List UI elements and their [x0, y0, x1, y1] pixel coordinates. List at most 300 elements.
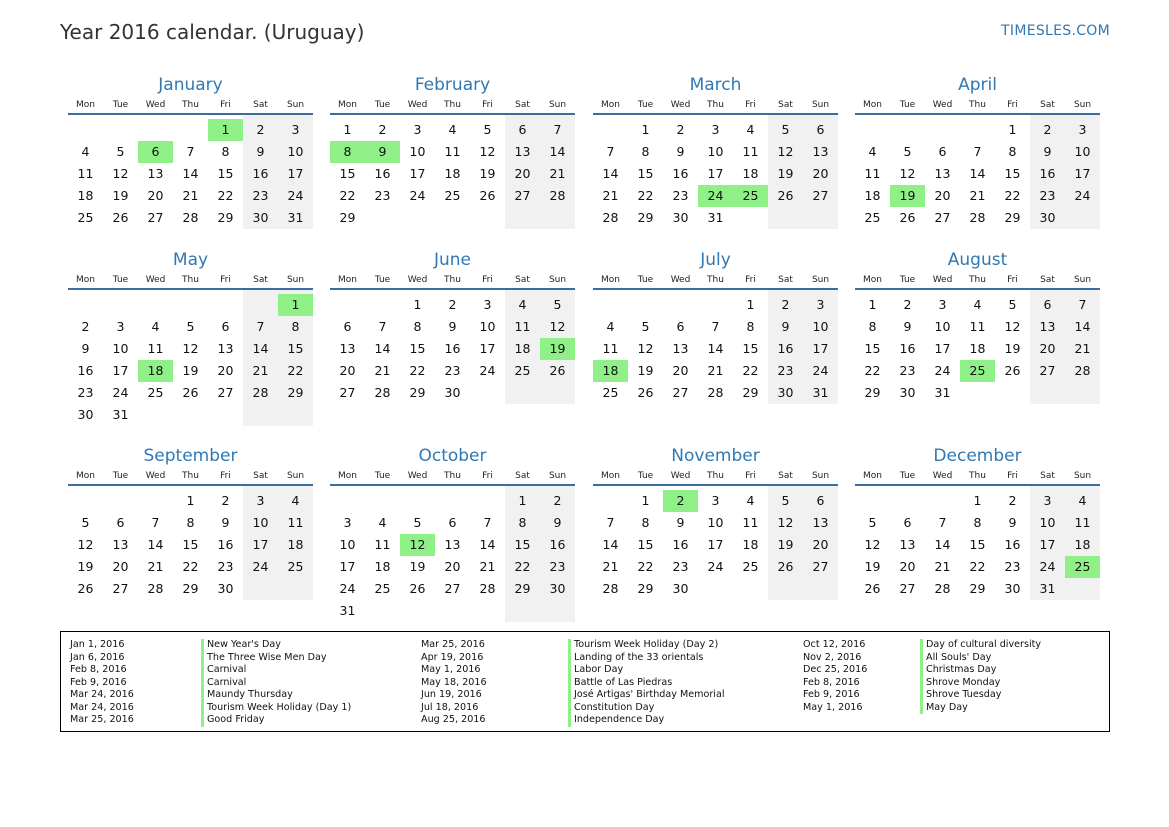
weekday-label: Mon: [601, 275, 620, 285]
day-cell: 2: [81, 319, 90, 334]
day-cell: 10: [409, 144, 426, 159]
weekday-label: Tue: [374, 471, 391, 481]
weekday-label: Mon: [601, 471, 620, 481]
day-cell: 26: [182, 385, 199, 400]
legend-date: Feb 9, 2016: [803, 689, 860, 700]
day-cell: 27: [934, 210, 951, 225]
weekday-label: Sat: [253, 275, 268, 285]
legend-date: Feb 8, 2016: [70, 664, 127, 675]
day-cell: 14: [1074, 319, 1091, 334]
day-cell: 15: [637, 166, 654, 181]
legend-date: Feb 9, 2016: [70, 676, 127, 688]
legend-names-column: [201, 639, 351, 727]
day-cell: 5: [641, 319, 650, 334]
day-cell: 15: [514, 537, 531, 552]
day-cell: 19: [777, 166, 794, 181]
day-cell: 3: [483, 297, 492, 312]
day-cell: 3: [938, 297, 947, 312]
day-cell: 22: [742, 363, 759, 378]
weekday-label: Mon: [338, 100, 357, 110]
day-cell: 26: [777, 559, 794, 574]
day-cell: 18: [864, 188, 881, 203]
day-cell: 9: [903, 319, 912, 334]
day-cell: 2: [553, 493, 562, 508]
weekday-label: Fri: [482, 275, 493, 285]
weekday-label: Thu: [969, 100, 986, 110]
day-cell: 25: [864, 210, 881, 225]
day-cell: 5: [781, 122, 790, 137]
day-cell: 18: [287, 537, 304, 552]
day-cell: 22: [1004, 188, 1021, 203]
day-cell: 30: [1039, 210, 1056, 225]
day-cell: 31: [112, 407, 129, 422]
day-cell: 9: [781, 319, 790, 334]
weekday-label: Sun: [811, 471, 830, 481]
weekday-label: Sat: [515, 471, 530, 481]
day-cell: 14: [252, 341, 269, 356]
day-cell: 9: [553, 515, 562, 530]
legend-names-column: [568, 639, 725, 727]
month-name: May: [172, 250, 209, 270]
weekday-label: Fri: [745, 100, 756, 110]
legend-holiday-name: Good Friday: [201, 714, 351, 727]
day-cell: 21: [934, 559, 951, 574]
day-cell: 4: [151, 319, 160, 334]
day-cell: 7: [1078, 297, 1087, 312]
day-cell: 12: [182, 341, 199, 356]
day-cell: 21: [182, 188, 199, 203]
weekday-label: Tue: [374, 100, 391, 110]
day-cell: 9: [1043, 144, 1052, 159]
day-cell: 21: [602, 559, 619, 574]
weekday-label: Mon: [863, 471, 882, 481]
day-cell: 23: [444, 363, 461, 378]
day-cell: 19: [479, 166, 496, 181]
day-cell: 4: [973, 297, 982, 312]
month-name: October: [418, 446, 487, 466]
weekday-label: Wed: [407, 100, 428, 110]
day-cell: 4: [868, 144, 877, 159]
day-cell: 11: [147, 341, 164, 356]
day-cell: 2: [448, 297, 457, 312]
day-cell: 29: [217, 210, 234, 225]
day-cell: 15: [287, 341, 304, 356]
legend-holiday-name: All Souls' Day: [920, 652, 1041, 665]
day-cell: 4: [746, 122, 755, 137]
day-cell: 13: [217, 341, 234, 356]
day-cell: 3: [1078, 122, 1087, 137]
weekday-label: Sat: [778, 275, 793, 285]
weekday-label: Sun: [1073, 275, 1092, 285]
legend-date: Mar 24, 2016: [70, 701, 134, 713]
day-cell: 9: [256, 144, 265, 159]
day-cell: 6: [221, 319, 230, 334]
day-cell: 14: [602, 166, 619, 181]
day-cell: 6: [1043, 297, 1052, 312]
day-cell: 28: [969, 210, 986, 225]
day-cell: 30: [77, 407, 94, 422]
day-cell: 24: [479, 363, 496, 378]
weekday-label: Tue: [899, 275, 916, 285]
day-cell: 26: [777, 188, 794, 203]
day-cell: 17: [479, 341, 496, 356]
legend-holiday-name: Constitution Day: [568, 702, 725, 715]
day-cell: 17: [112, 363, 129, 378]
day-cell: 14: [707, 341, 724, 356]
legend-date: Jun 19, 2016: [421, 689, 482, 700]
day-cell: 3: [711, 122, 720, 137]
day-cell: 18: [444, 166, 461, 181]
day-cell: 27: [899, 581, 916, 596]
day-cell: 2: [1043, 122, 1052, 137]
day-cell: 17: [1074, 166, 1091, 181]
day-cell: 21: [549, 166, 566, 181]
day-cell: 13: [1039, 319, 1056, 334]
day-cell: 16: [444, 341, 461, 356]
day-cell: 30: [777, 385, 794, 400]
month-name: November: [671, 446, 760, 466]
day-cell: 29: [514, 581, 531, 596]
day-cell: 1: [518, 493, 527, 508]
weekday-label: Fri: [1007, 100, 1018, 110]
day-cell: 6: [116, 515, 125, 530]
day-cell: 16: [899, 341, 916, 356]
day-cell: 21: [479, 559, 496, 574]
day-cell: 13: [812, 515, 829, 530]
day-cell: 27: [112, 581, 129, 596]
legend-date: Aug 25, 2016: [421, 714, 486, 725]
day-cell: 7: [186, 144, 195, 159]
day-cell: 22: [409, 363, 426, 378]
day-cell: 13: [899, 537, 916, 552]
day-cell: 3: [343, 515, 352, 530]
legend-holiday-name: Shrove Monday: [920, 677, 1041, 690]
day-cell: 28: [147, 581, 164, 596]
day-cell: 25: [287, 559, 304, 574]
holiday-day-cell: 8: [330, 141, 365, 163]
day-cell: 22: [514, 559, 531, 574]
weekday-label: Fri: [220, 471, 231, 481]
day-cell: 8: [413, 319, 422, 334]
day-cell: 8: [868, 319, 877, 334]
day-cell: 26: [549, 363, 566, 378]
day-cell: 28: [549, 188, 566, 203]
day-cell: 22: [339, 188, 356, 203]
day-cell: 3: [816, 297, 825, 312]
day-cell: 27: [1039, 363, 1056, 378]
day-cell: 1: [186, 493, 195, 508]
day-cell: 26: [637, 385, 654, 400]
day-cell: 5: [553, 297, 562, 312]
day-cell: 17: [707, 166, 724, 181]
legend-date: Mar 25, 2016: [70, 714, 134, 725]
day-cell: 23: [672, 559, 689, 574]
day-cell: 19: [77, 559, 94, 574]
day-cell: 11: [77, 166, 94, 181]
day-cell: 10: [1074, 144, 1091, 159]
month-name: August: [947, 250, 1008, 270]
day-cell: 5: [903, 144, 912, 159]
day-cell: 19: [637, 363, 654, 378]
day-cell: 19: [182, 363, 199, 378]
weekday-label: Wed: [407, 471, 428, 481]
day-cell: 17: [812, 341, 829, 356]
day-cell: 27: [812, 559, 829, 574]
day-cell: 15: [864, 341, 881, 356]
legend-date: May 18, 2016: [421, 676, 487, 688]
day-cell: 13: [514, 144, 531, 159]
day-cell: 5: [781, 493, 790, 508]
day-cell: 14: [934, 537, 951, 552]
day-cell: 11: [864, 166, 881, 181]
day-cell: 26: [1004, 363, 1021, 378]
day-cell: 28: [602, 581, 619, 596]
day-cell: 9: [81, 341, 90, 356]
weekday-label: Wed: [932, 100, 953, 110]
day-cell: 1: [746, 297, 755, 312]
day-cell: 11: [514, 319, 531, 334]
day-cell: 5: [116, 144, 125, 159]
day-cell: 10: [812, 319, 829, 334]
legend-date: Apr 19, 2016: [421, 651, 484, 663]
day-cell: 8: [746, 319, 755, 334]
legend-date: May 1, 2016: [421, 664, 481, 675]
day-cell: 7: [606, 144, 615, 159]
weekday-label: Mon: [76, 471, 95, 481]
legend-date: Oct 12, 2016: [803, 639, 866, 650]
legend-date: Nov 2, 2016: [803, 651, 862, 663]
day-cell: 9: [1008, 515, 1017, 530]
day-cell: 22: [287, 363, 304, 378]
day-cell: 13: [112, 537, 129, 552]
day-cell: 24: [409, 188, 426, 203]
day-cell: 13: [339, 341, 356, 356]
day-cell: 18: [742, 166, 759, 181]
day-cell: 3: [291, 122, 300, 137]
day-cell: 30: [444, 385, 461, 400]
day-cell: 11: [374, 537, 391, 552]
day-cell: 24: [339, 581, 356, 596]
month-name: April: [958, 75, 997, 95]
weekday-label: Sun: [1073, 100, 1092, 110]
day-cell: 4: [291, 493, 300, 508]
day-cell: 24: [934, 363, 951, 378]
day-cell: 24: [287, 188, 304, 203]
day-cell: 30: [549, 581, 566, 596]
day-cell: 13: [147, 166, 164, 181]
legend-holiday-name: Shrove Tuesday: [920, 689, 1041, 702]
legend-holiday-name: José Artigas' Birthday Memorial: [568, 689, 725, 702]
weekday-label: Sun: [286, 471, 305, 481]
day-cell: 6: [938, 144, 947, 159]
day-cell: 7: [938, 515, 947, 530]
holiday-day-cell: 25: [960, 360, 995, 382]
day-cell: 24: [112, 385, 129, 400]
weekday-label: Mon: [863, 275, 882, 285]
day-cell: 5: [868, 515, 877, 530]
day-cell: 17: [339, 559, 356, 574]
day-cell: 21: [602, 188, 619, 203]
weekday-label: Tue: [374, 275, 391, 285]
day-cell: 30: [672, 581, 689, 596]
day-cell: 14: [602, 537, 619, 552]
day-cell: 26: [864, 581, 881, 596]
day-cell: 23: [1004, 559, 1021, 574]
weekday-label: Mon: [338, 275, 357, 285]
weekday-label: Thu: [707, 100, 724, 110]
weekday-label: Fri: [745, 471, 756, 481]
day-cell: 15: [1004, 166, 1021, 181]
day-cell: 28: [934, 581, 951, 596]
weekday-label: Wed: [145, 100, 166, 110]
day-cell: 4: [448, 122, 457, 137]
legend-date: Mar 25, 2016: [421, 639, 485, 650]
weekday-label: Tue: [899, 471, 916, 481]
day-cell: 18: [374, 559, 391, 574]
day-cell: 19: [777, 537, 794, 552]
day-cell: 28: [602, 210, 619, 225]
legend-dates-column: [803, 639, 867, 714]
day-cell: 13: [934, 166, 951, 181]
day-cell: 22: [217, 188, 234, 203]
day-cell: 7: [256, 319, 265, 334]
brand-link[interactable]: TIMESLES.COM: [1001, 23, 1110, 39]
day-cell: 30: [672, 210, 689, 225]
day-cell: 12: [549, 319, 566, 334]
day-cell: 19: [1004, 341, 1021, 356]
day-cell: 17: [252, 537, 269, 552]
day-cell: 14: [374, 341, 391, 356]
legend-holiday-name: Tourism Week Holiday (Day 1): [201, 702, 351, 715]
day-cell: 21: [374, 363, 391, 378]
day-cell: 22: [182, 559, 199, 574]
weekday-label: Fri: [220, 100, 231, 110]
legend-dates-column: [421, 639, 487, 727]
month-name: March: [689, 75, 742, 95]
day-cell: 2: [378, 122, 387, 137]
day-cell: 1: [1008, 122, 1017, 137]
day-cell: 27: [444, 581, 461, 596]
day-cell: 4: [518, 297, 527, 312]
weekday-label: Mon: [76, 275, 95, 285]
day-cell: 8: [641, 144, 650, 159]
weekday-label: Tue: [112, 471, 129, 481]
weekday-label: Mon: [338, 471, 357, 481]
day-cell: 25: [77, 210, 94, 225]
day-cell: 25: [147, 385, 164, 400]
day-cell: 10: [252, 515, 269, 530]
day-cell: 6: [903, 515, 912, 530]
legend-date: Dec 25, 2016: [803, 664, 868, 675]
legend-dates-column: [70, 639, 134, 727]
day-cell: 29: [637, 210, 654, 225]
weekday-label: Tue: [637, 275, 654, 285]
weekday-label: Sat: [1040, 100, 1055, 110]
weekday-label: Tue: [112, 100, 129, 110]
day-cell: 20: [112, 559, 129, 574]
holiday-day-cell: 1: [208, 119, 243, 141]
day-cell: 8: [973, 515, 982, 530]
holiday-day-cell: 25: [1065, 556, 1100, 578]
legend-holiday-name: Tourism Week Holiday (Day 2): [568, 639, 725, 652]
day-cell: 6: [816, 122, 825, 137]
day-cell: 31: [287, 210, 304, 225]
weekday-label: Wed: [932, 471, 953, 481]
day-cell: 23: [374, 188, 391, 203]
day-cell: 31: [339, 603, 356, 618]
day-cell: 25: [602, 385, 619, 400]
day-cell: 15: [637, 537, 654, 552]
holiday-day-cell: 19: [890, 185, 925, 207]
day-cell: 19: [409, 559, 426, 574]
weekday-label: Mon: [863, 100, 882, 110]
day-cell: 30: [217, 581, 234, 596]
day-cell: 13: [812, 144, 829, 159]
day-cell: 21: [969, 188, 986, 203]
day-cell: 10: [287, 144, 304, 159]
day-cell: 8: [291, 319, 300, 334]
day-cell: 28: [252, 385, 269, 400]
day-cell: 28: [374, 385, 391, 400]
weekday-label: Sun: [1073, 471, 1092, 481]
day-cell: 9: [676, 144, 685, 159]
day-cell: 18: [514, 341, 531, 356]
day-cell: 18: [1074, 537, 1091, 552]
day-cell: 14: [549, 144, 566, 159]
weekday-label: Fri: [482, 100, 493, 110]
day-cell: 29: [339, 210, 356, 225]
legend-holiday-name: Independence Day: [568, 714, 725, 727]
day-cell: 8: [1008, 144, 1017, 159]
day-cell: 7: [151, 515, 160, 530]
weekday-label: Tue: [637, 471, 654, 481]
day-cell: 26: [77, 581, 94, 596]
month-name: September: [143, 446, 238, 466]
day-cell: 30: [252, 210, 269, 225]
weekday-label: Tue: [112, 275, 129, 285]
day-cell: 29: [742, 385, 759, 400]
day-cell: 10: [934, 319, 951, 334]
month-name: July: [700, 250, 731, 270]
day-cell: 24: [707, 559, 724, 574]
day-cell: 11: [287, 515, 304, 530]
day-cell: 27: [514, 188, 531, 203]
weekday-label: Sun: [548, 275, 567, 285]
day-cell: 12: [637, 341, 654, 356]
day-cell: 8: [186, 515, 195, 530]
legend-holiday-name: New Year's Day: [201, 639, 351, 652]
day-cell: 5: [1008, 297, 1017, 312]
day-cell: 27: [147, 210, 164, 225]
day-cell: 5: [186, 319, 195, 334]
day-cell: 21: [147, 559, 164, 574]
day-cell: 3: [116, 319, 125, 334]
weekday-label: Sun: [548, 471, 567, 481]
legend-date: Feb 8, 2016: [803, 676, 860, 688]
weekday-label: Mon: [601, 100, 620, 110]
holiday-day-cell: 24: [698, 185, 733, 207]
day-cell: 23: [252, 188, 269, 203]
day-cell: 31: [812, 385, 829, 400]
day-cell: 10: [479, 319, 496, 334]
day-cell: 22: [969, 559, 986, 574]
day-cell: 23: [77, 385, 94, 400]
day-cell: 30: [899, 385, 916, 400]
day-cell: 31: [707, 210, 724, 225]
weekday-label: Sat: [515, 275, 530, 285]
holiday-day-cell: 12: [400, 534, 435, 556]
day-cell: 26: [112, 210, 129, 225]
